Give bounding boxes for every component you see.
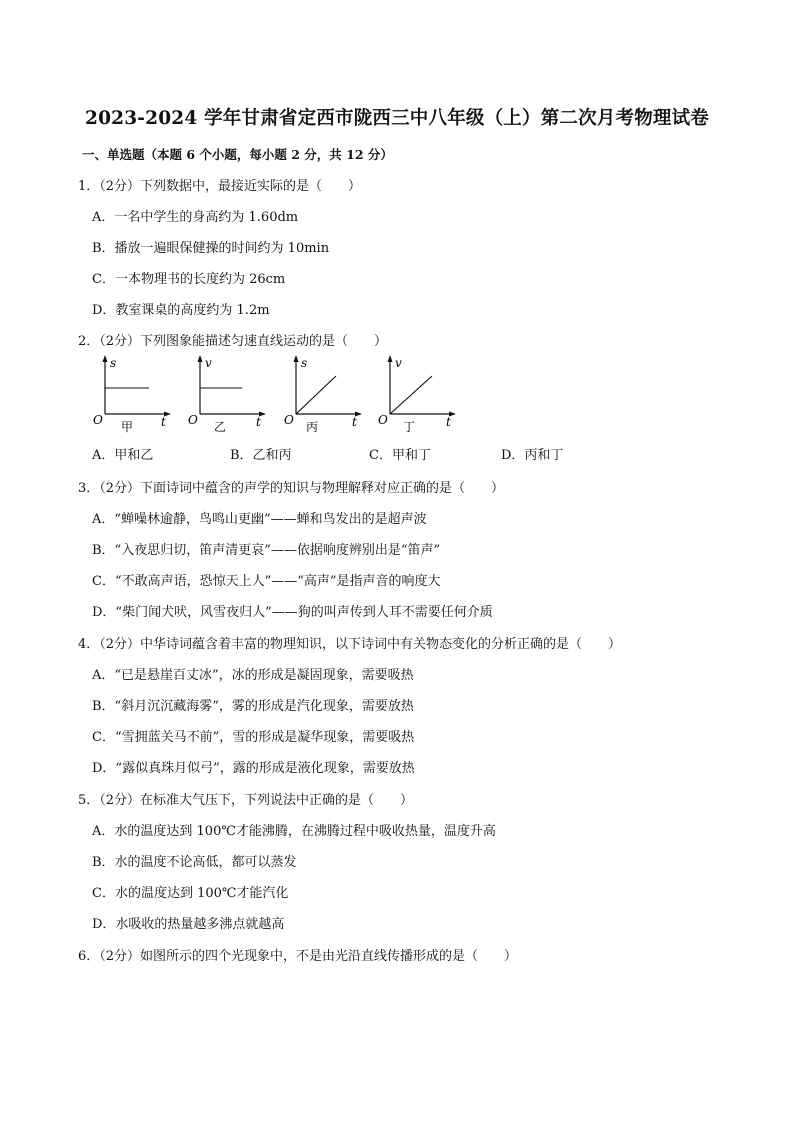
question-1-option-d: D．教室课桌的高度约为 1.2m [92,303,270,318]
graph-ding-origin: O [378,413,388,427]
question-4-option-a: A．“已是悬崖百丈冰”，冰的形成是凝固现象，需要吸热 [92,668,414,683]
question-2-option-b: B．乙和丙 [230,448,292,463]
question-2-options [92,444,612,464]
graph-ding [378,354,468,434]
graph-bing [284,354,374,434]
question-5-option-b: B．水的温度不论高低，都可以蒸发 [92,855,297,870]
graph-jia-origin: O [93,413,103,427]
graph-ding-caption: 丁 [403,420,416,434]
graph-jia-ylabel: s [110,356,117,370]
question-5-option-d: D．水吸收的热量越多沸点就越高 [92,917,285,932]
question-2-option-c: C．甲和丁 [369,448,431,463]
graph-bing-caption: 丙 [306,420,319,434]
graph-jia [93,354,183,434]
question-4-option-d: D．“露似真珠月似弓”，露的形成是液化现象，需要放热 [92,761,415,776]
question-1-option-c: C．一本物理书的长度约为 26cm [92,272,286,287]
question-4-option-c: C．“雪拥蓝关马不前”，雪的形成是凝华现象，需要吸热 [92,730,415,745]
question-2-option-a: A．甲和乙 [92,448,154,463]
graph-bing-xlabel: t [352,415,357,429]
question-5-option-a: A．水的温度达到 100℃才能沸腾，在沸腾过程中吸收热量，温度升高 [92,824,496,839]
question-5-option-c: C．水的温度达到 100℃才能汽化 [92,886,289,901]
question-2-option-d: D．丙和丁 [501,448,564,463]
graph-yi [188,354,278,434]
section-heading: 一、单选题（本题 6 个小题，每小题 2 分，共 12 分） [82,147,393,162]
question-5-stem: 5．（2分）在标准大气压下，下列说法中正确的是（ ） [78,793,414,808]
page-title: 2023-2024 学年甘肃省定西市陇西三中八年级（上）第二次月考物理试卷 [85,108,709,129]
question-1-option-b: B．播放一遍眼保健操的时间约为 10min [92,241,330,256]
question-3-stem: 3．（2分）下面诗词中蕴含的声学的知识与物理解释对应正确的是（ ） [78,481,505,496]
question-4-stem: 4．（2分）中华诗词蕴含着丰富的物理知识，以下诗词中有关物态变化的分析正确的是（ ） [78,637,622,652]
question-3-option-d: D．“柴门闻犬吠，风雪夜归人”——狗的叫声传到人耳不需要任何介质 [92,605,493,620]
question-3-option-b: B．“入夜思归切，笛声清更哀”——依据响度辨别出是“笛声” [92,543,441,558]
question-1-stem: 1．（2分）下列数据中，最接近实际的是（ ） [78,179,362,194]
graph-jia-caption: 甲 [121,420,134,434]
graph-yi-caption: 乙 [214,420,227,434]
graph-yi-xlabel: t [256,415,261,429]
question-4-option-b: B．“斜月沉沉藏海雾”，雾的形成是汽化现象，需要放热 [92,699,414,714]
question-2-stem: 2．（2分）下列图象能描述匀速直线运动的是（ ） [78,334,388,349]
graph-ding-xlabel: t [446,415,451,429]
question-6-stem: 6．（2分）如图所示的四个光现象中，不是由光沿直线传播形成的是（ ） [78,949,518,964]
graph-ding-ylabel: v [395,356,402,370]
graph-yi-ylabel: v [205,356,212,370]
question-3-option-a: A．“蝉噪林逾静，鸟鸣山更幽”——蝉和鸟发出的是超声波 [92,512,427,527]
graph-bing-ylabel: s [301,356,308,370]
question-3-option-c: C．“不敢高声语，恐惊天上人”——“高声”是指声音的响度大 [92,574,441,589]
graph-bing-origin: O [284,413,294,427]
graph-jia-xlabel: t [161,415,166,429]
graph-yi-origin: O [188,413,198,427]
question-1-option-a: A．一名中学生的身高约为 1.60dm [92,210,299,225]
